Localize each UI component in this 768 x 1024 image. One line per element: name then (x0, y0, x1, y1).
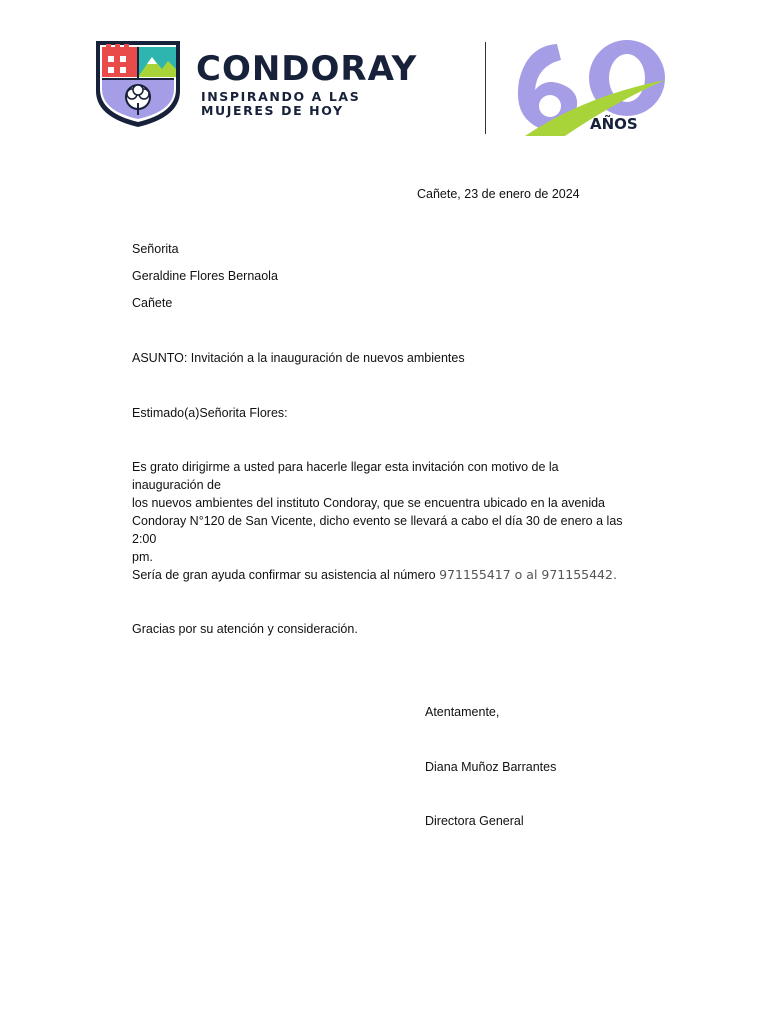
tagline-line-1: INSPIRANDO A LAS (201, 89, 361, 104)
shield-cotton-icon (94, 39, 182, 129)
tagline-line-2: MUJERES DE HOY (201, 103, 344, 118)
anniversary-label: AÑOS (590, 115, 638, 133)
confirm-text: Sería de gran ayuda confirmar su asistencia al número (132, 568, 440, 582)
body-line: pm. (132, 550, 153, 564)
confirm-phones: 971155417 o al 971155442. (439, 567, 617, 582)
letterhead (0, 0, 768, 150)
recipient-name: Geraldine Flores Bernaola (132, 269, 278, 283)
signer-name: Diana Muñoz Barrantes (425, 760, 557, 774)
header-divider (485, 42, 486, 134)
recipient-title: Señorita (132, 242, 179, 256)
place-date: Cañete, 23 de enero de 2024 (417, 187, 580, 201)
anniversary-60-logo (505, 36, 670, 140)
body-line: los nuevos ambientes del instituto Condoray, que se encuentra ubicado en la avenida (132, 496, 605, 510)
body-line: Es grato dirigirme a usted para hacerle llegar esta invitación con motivo de la inauguración de (132, 460, 559, 492)
body-line: Condoray N°120 de San Vicente, dicho evento se llevará a cabo el día 30 de enero a las 2:00 (132, 514, 623, 546)
signer-title: Directora General (425, 814, 524, 828)
recipient-city: Cañete (132, 296, 173, 310)
brand-name: CONDORAY (196, 49, 418, 89)
greeting: Estimado(a)Señorita Flores: (132, 406, 288, 420)
body-paragraph (132, 458, 632, 566)
subject-line: ASUNTO: Invitación a la inauguración de nuevos ambientes (132, 351, 465, 365)
thanks-line: Gracias por su atención y consideración. (132, 622, 358, 636)
closing: Atentamente, (425, 705, 500, 719)
confirm-paragraph (132, 566, 617, 584)
brand-tagline (201, 90, 360, 118)
